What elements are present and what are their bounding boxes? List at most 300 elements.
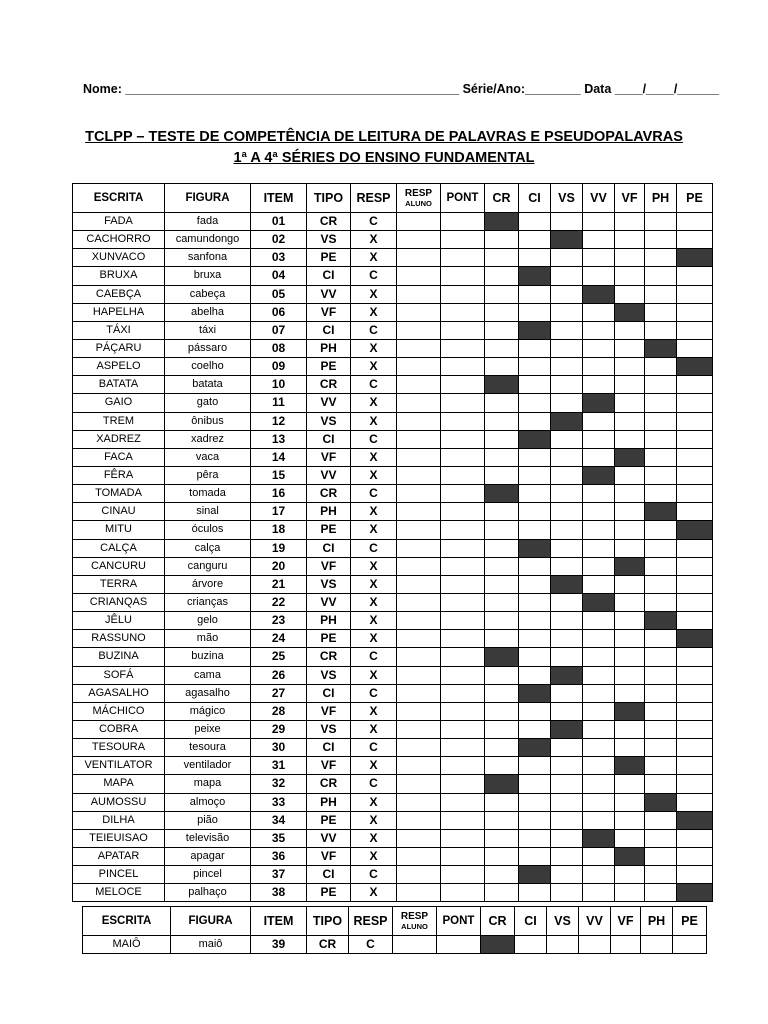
pont-cell[interactable]	[441, 811, 485, 829]
category-cell-ph	[645, 866, 677, 884]
category-cell-ph	[645, 466, 677, 484]
category-cell-vf	[615, 811, 645, 829]
category-cell-pe	[677, 249, 713, 267]
pont-cell[interactable]	[441, 612, 485, 630]
category-cell-ci	[519, 884, 551, 902]
table-row	[83, 936, 707, 954]
tipo-cell: VS	[307, 412, 351, 430]
pont-cell[interactable]	[441, 358, 485, 376]
category-cell-vv	[583, 648, 615, 666]
category-cell-cr	[485, 466, 519, 484]
item-cell: 14	[251, 448, 307, 466]
category-cell-vv	[583, 485, 615, 503]
resp-aluno-cell[interactable]	[393, 936, 437, 954]
figura-cell: batata	[165, 376, 251, 394]
category-cell-vv	[583, 793, 615, 811]
pont-cell[interactable]	[441, 684, 485, 702]
resp-cell: C	[351, 485, 397, 503]
item-cell: 05	[251, 285, 307, 303]
figura-cell: bruxa	[165, 267, 251, 285]
resp-aluno-cell[interactable]	[397, 775, 441, 793]
resp-cell: X	[351, 720, 397, 738]
category-cell-ci	[519, 285, 551, 303]
resp-aluno-cell[interactable]	[397, 593, 441, 611]
pont-cell[interactable]	[441, 412, 485, 430]
category-cell-cr	[485, 267, 519, 285]
resp-aluno-cell[interactable]	[397, 503, 441, 521]
table-row	[73, 829, 713, 847]
figura-cell: tomada	[165, 485, 251, 503]
pont-cell[interactable]	[441, 303, 485, 321]
category-cell-ci	[519, 666, 551, 684]
category-cell-pe	[677, 811, 713, 829]
serie-label: Série/Ano:	[462, 82, 526, 96]
table-row	[73, 557, 713, 575]
pont-cell[interactable]	[441, 775, 485, 793]
item-cell: 09	[251, 358, 307, 376]
pont-cell[interactable]	[441, 739, 485, 757]
category-cell-pe	[677, 630, 713, 648]
figura-cell: xadrez	[165, 430, 251, 448]
category-cell-pe	[677, 702, 713, 720]
pont-cell[interactable]	[441, 448, 485, 466]
tipo-cell: CR	[307, 376, 351, 394]
category-cell-vs	[551, 321, 583, 339]
pont-cell[interactable]	[441, 339, 485, 357]
category-cell-vv	[583, 811, 615, 829]
pont-cell[interactable]	[441, 702, 485, 720]
table-row	[73, 394, 713, 412]
category-cell-vs	[551, 521, 583, 539]
resp-aluno-cell[interactable]	[397, 630, 441, 648]
figura-cell: mão	[165, 630, 251, 648]
data-field[interactable]: ____/____/______	[614, 82, 720, 96]
category-cell-ph	[645, 339, 677, 357]
category-cell-ci	[519, 231, 551, 249]
category-cell-vf	[615, 448, 645, 466]
category-cell-ph	[645, 684, 677, 702]
col-vv: VV	[579, 907, 611, 936]
category-cell-pe	[677, 303, 713, 321]
pont-cell[interactable]	[441, 757, 485, 775]
category-cell-pe	[677, 466, 713, 484]
col-ci: CI	[519, 184, 551, 213]
resp-cell: X	[351, 557, 397, 575]
category-cell-pe	[677, 394, 713, 412]
figura-cell: táxi	[165, 321, 251, 339]
table-row	[73, 648, 713, 666]
pont-cell[interactable]	[441, 593, 485, 611]
col-vv: VV	[583, 184, 615, 213]
col-ph: PH	[641, 907, 673, 936]
category-cell-cr	[485, 648, 519, 666]
category-cell-ph	[645, 648, 677, 666]
item-cell: 38	[251, 884, 307, 902]
resp-aluno-cell[interactable]	[397, 847, 441, 865]
category-cell-ph	[645, 358, 677, 376]
category-cell-pe	[677, 793, 713, 811]
pont-cell[interactable]	[441, 575, 485, 593]
resp-aluno-cell[interactable]	[397, 321, 441, 339]
category-cell-pe	[677, 485, 713, 503]
category-cell-vv	[583, 847, 615, 865]
item-cell: 28	[251, 702, 307, 720]
pont-cell[interactable]	[441, 394, 485, 412]
escrita-cell: FADA	[73, 213, 165, 231]
pont-cell[interactable]	[441, 829, 485, 847]
category-cell-vs	[547, 936, 579, 954]
category-cell-vf	[615, 593, 645, 611]
table-row	[73, 321, 713, 339]
category-cell-cr	[485, 521, 519, 539]
category-cell-cr	[485, 485, 519, 503]
item-cell: 21	[251, 575, 307, 593]
category-cell-vf	[615, 866, 645, 884]
category-cell-pe	[677, 648, 713, 666]
category-cell-cr	[485, 793, 519, 811]
tipo-cell: CR	[307, 775, 351, 793]
category-cell-pe	[677, 213, 713, 231]
col-pe: PE	[673, 907, 707, 936]
resp-aluno-cell[interactable]	[397, 485, 441, 503]
item-cell: 11	[251, 394, 307, 412]
category-cell-cr	[485, 612, 519, 630]
resp-aluno-cell[interactable]	[397, 376, 441, 394]
resp-aluno-cell[interactable]	[397, 757, 441, 775]
resp-aluno-cell[interactable]	[397, 811, 441, 829]
escrita-cell: MAPA	[73, 775, 165, 793]
resp-aluno-cell[interactable]	[397, 575, 441, 593]
category-cell-vs	[551, 775, 583, 793]
category-cell-pe	[677, 539, 713, 557]
category-cell-ph	[645, 285, 677, 303]
category-cell-ph	[645, 666, 677, 684]
category-cell-vs	[551, 249, 583, 267]
pont-cell[interactable]	[441, 521, 485, 539]
col-vf: VF	[615, 184, 645, 213]
item-cell: 31	[251, 757, 307, 775]
category-cell-vs	[551, 358, 583, 376]
document-subtitle: 1ª A 4ª SÉRIES DO ENSINO FUNDAMENTAL	[233, 150, 535, 166]
resp-cell: C	[351, 775, 397, 793]
pont-cell[interactable]	[441, 557, 485, 575]
table-row	[73, 466, 713, 484]
category-cell-vf	[611, 936, 641, 954]
nome-field[interactable]: ________________________________________________	[125, 82, 460, 96]
resp-cell: C	[351, 684, 397, 702]
resp-aluno-cell[interactable]	[397, 884, 441, 902]
category-cell-pe	[677, 612, 713, 630]
category-cell-ph	[645, 376, 677, 394]
tipo-cell: VV	[307, 394, 351, 412]
table-row	[73, 267, 713, 285]
resp-aluno-cell[interactable]	[397, 303, 441, 321]
category-cell-vf	[615, 829, 645, 847]
category-cell-cr	[485, 303, 519, 321]
pont-cell[interactable]	[441, 466, 485, 484]
resp-cell: C	[351, 648, 397, 666]
resp-aluno-cell[interactable]	[397, 793, 441, 811]
category-cell-ph	[645, 231, 677, 249]
resp-cell: C	[351, 430, 397, 448]
resp-cell: X	[351, 666, 397, 684]
category-cell-cr	[485, 702, 519, 720]
item-cell: 24	[251, 630, 307, 648]
escrita-cell: XADREZ	[73, 430, 165, 448]
item-cell: 29	[251, 720, 307, 738]
category-cell-pe	[677, 339, 713, 357]
category-cell-vf	[615, 521, 645, 539]
category-cell-pe	[677, 267, 713, 285]
resp-cell: C	[351, 739, 397, 757]
resp-aluno-cell[interactable]	[397, 231, 441, 249]
item-cell: 07	[251, 321, 307, 339]
figura-cell: ventilador	[165, 757, 251, 775]
item-cell: 02	[251, 231, 307, 249]
category-cell-ci	[519, 866, 551, 884]
category-cell-vs	[551, 684, 583, 702]
category-cell-pe	[677, 376, 713, 394]
escrita-cell: MÁCHICO	[73, 702, 165, 720]
category-cell-cr	[485, 231, 519, 249]
resp-cell: X	[351, 503, 397, 521]
pont-cell[interactable]	[441, 503, 485, 521]
tipo-cell: CI	[307, 866, 351, 884]
category-cell-vs	[551, 702, 583, 720]
pont-cell[interactable]	[441, 793, 485, 811]
resp-aluno-cell[interactable]	[397, 720, 441, 738]
category-cell-ci	[519, 249, 551, 267]
table-row	[73, 303, 713, 321]
figura-cell: fada	[165, 213, 251, 231]
tipo-cell: VV	[307, 285, 351, 303]
resp-aluno-cell[interactable]	[397, 702, 441, 720]
category-cell-vs	[551, 612, 583, 630]
figura-cell: canguru	[165, 557, 251, 575]
pont-cell[interactable]	[441, 847, 485, 865]
category-cell-ph	[645, 829, 677, 847]
category-cell-ci	[519, 557, 551, 575]
item-cell: 32	[251, 775, 307, 793]
table-row	[73, 430, 713, 448]
resp-aluno-cell[interactable]	[397, 358, 441, 376]
category-cell-vv	[583, 775, 615, 793]
tipo-cell: PH	[307, 339, 351, 357]
category-cell-vf	[615, 267, 645, 285]
item-cell: 20	[251, 557, 307, 575]
category-cell-vf	[615, 630, 645, 648]
escrita-cell: BUZINA	[73, 648, 165, 666]
resp-cell: X	[351, 412, 397, 430]
col-cr: CR	[485, 184, 519, 213]
pont-cell[interactable]	[441, 321, 485, 339]
category-cell-pe	[677, 720, 713, 738]
data-label: Data	[584, 82, 612, 96]
category-cell-ph	[645, 394, 677, 412]
tipo-cell: PE	[307, 358, 351, 376]
resp-aluno-cell[interactable]	[397, 539, 441, 557]
category-cell-vs	[551, 231, 583, 249]
category-cell-ci	[519, 575, 551, 593]
category-cell-ci	[519, 267, 551, 285]
escrita-cell: DILHA	[73, 811, 165, 829]
escrita-cell: FACA	[73, 448, 165, 466]
category-cell-vv	[583, 884, 615, 902]
pont-cell[interactable]	[441, 866, 485, 884]
pont-cell[interactable]	[441, 666, 485, 684]
category-cell-cr	[485, 539, 519, 557]
category-cell-ci	[519, 448, 551, 466]
category-cell-pe	[677, 285, 713, 303]
tipo-cell: CI	[307, 321, 351, 339]
resp-aluno-cell[interactable]	[397, 648, 441, 666]
category-cell-ci	[519, 648, 551, 666]
category-cell-vv	[583, 358, 615, 376]
tipo-cell: VV	[307, 593, 351, 611]
resp-aluno-cell[interactable]	[397, 285, 441, 303]
pont-cell[interactable]	[441, 231, 485, 249]
pont-cell[interactable]	[441, 884, 485, 902]
escrita-cell: HAPELHA	[73, 303, 165, 321]
category-cell-ci	[519, 847, 551, 865]
category-cell-vs	[551, 539, 583, 557]
escrita-cell: AUMOSSU	[73, 793, 165, 811]
category-cell-vv	[583, 684, 615, 702]
resp-aluno-cell[interactable]	[397, 213, 441, 231]
category-cell-vf	[615, 539, 645, 557]
resp-aluno-cell[interactable]	[397, 430, 441, 448]
category-cell-pe	[677, 775, 713, 793]
resp-aluno-cell[interactable]	[397, 739, 441, 757]
resp-aluno-cell[interactable]	[397, 612, 441, 630]
tipo-cell: PH	[307, 793, 351, 811]
resp-aluno-cell[interactable]	[397, 249, 441, 267]
resp-aluno-cell[interactable]	[397, 448, 441, 466]
escrita-cell: TÁXI	[73, 321, 165, 339]
col-item: ITEM	[251, 907, 307, 936]
pont-cell[interactable]	[441, 376, 485, 394]
tipo-cell: CI	[307, 739, 351, 757]
category-cell-vf	[615, 503, 645, 521]
figura-cell: cabeça	[165, 285, 251, 303]
pont-cell[interactable]	[441, 285, 485, 303]
figura-cell: sinal	[165, 503, 251, 521]
category-cell-ph	[645, 884, 677, 902]
col-resp-aluno: RESP ALUNO	[397, 184, 441, 213]
pont-cell[interactable]	[441, 630, 485, 648]
resp-aluno-cell[interactable]	[397, 339, 441, 357]
category-cell-cr	[485, 430, 519, 448]
figura-cell: mágico	[165, 702, 251, 720]
resp-aluno-cell[interactable]	[397, 412, 441, 430]
pont-cell[interactable]	[441, 267, 485, 285]
category-cell-vs	[551, 847, 583, 865]
category-cell-ph	[645, 485, 677, 503]
table-row	[73, 866, 713, 884]
category-cell-ci	[519, 321, 551, 339]
resp-cell: X	[351, 702, 397, 720]
resp-cell: X	[351, 394, 397, 412]
category-cell-vs	[551, 739, 583, 757]
resp-aluno-cell[interactable]	[397, 557, 441, 575]
resp-aluno-cell[interactable]	[397, 521, 441, 539]
category-cell-ci	[519, 503, 551, 521]
category-cell-vs	[551, 412, 583, 430]
category-cell-pe	[677, 448, 713, 466]
pont-cell[interactable]	[441, 539, 485, 557]
resp-aluno-cell[interactable]	[397, 684, 441, 702]
col-pont: PONT	[437, 907, 481, 936]
category-cell-vv	[583, 339, 615, 357]
category-cell-ph	[645, 593, 677, 611]
category-cell-cr	[485, 249, 519, 267]
resp-aluno-cell[interactable]	[397, 267, 441, 285]
pont-cell[interactable]	[441, 249, 485, 267]
category-cell-vs	[551, 213, 583, 231]
category-cell-cr	[485, 394, 519, 412]
tipo-cell: VF	[307, 303, 351, 321]
category-cell-vf	[615, 394, 645, 412]
category-cell-vf	[615, 358, 645, 376]
document-title: TCLPP – TESTE DE COMPETÊNCIA DE LEITURA DE PALAVRAS E PSEUDOPALAVRAS	[85, 129, 683, 145]
resp-aluno-cell[interactable]	[397, 666, 441, 684]
category-cell-vv	[583, 539, 615, 557]
escrita-cell: CACHORRO	[73, 231, 165, 249]
pont-cell[interactable]	[441, 720, 485, 738]
category-cell-cr	[485, 321, 519, 339]
item-cell: 26	[251, 666, 307, 684]
category-cell-cr	[485, 811, 519, 829]
category-cell-vf	[615, 666, 645, 684]
category-cell-ci	[519, 811, 551, 829]
category-cell-vs	[551, 884, 583, 902]
escrita-cell: BATATA	[73, 376, 165, 394]
pont-cell[interactable]	[441, 485, 485, 503]
category-cell-cr	[485, 376, 519, 394]
category-cell-ci	[515, 936, 547, 954]
pont-cell[interactable]	[441, 213, 485, 231]
category-cell-ph	[645, 430, 677, 448]
category-cell-cr	[485, 775, 519, 793]
category-cell-cr	[485, 339, 519, 357]
pont-cell[interactable]	[437, 936, 481, 954]
col-ph: PH	[645, 184, 677, 213]
pont-cell[interactable]	[441, 648, 485, 666]
item-cell: 04	[251, 267, 307, 285]
figura-cell: camundongo	[165, 231, 251, 249]
escrita-cell: BRUXA	[73, 267, 165, 285]
category-cell-vf	[615, 793, 645, 811]
figura-cell: coelho	[165, 358, 251, 376]
pont-cell[interactable]	[441, 430, 485, 448]
figura-cell: óculos	[165, 521, 251, 539]
escrita-cell: CAEBÇA	[73, 285, 165, 303]
category-cell-ph	[645, 448, 677, 466]
resp-aluno-cell[interactable]	[397, 394, 441, 412]
tipo-cell: CR	[307, 936, 349, 954]
category-cell-vs	[551, 666, 583, 684]
category-cell-ph	[641, 936, 673, 954]
resp-aluno-cell[interactable]	[397, 466, 441, 484]
escrita-cell: JÊLU	[73, 612, 165, 630]
category-cell-ph	[645, 249, 677, 267]
resp-aluno-cell[interactable]	[397, 866, 441, 884]
resp-aluno-cell[interactable]	[397, 829, 441, 847]
serie-field[interactable]: ________	[525, 82, 581, 96]
figura-cell: pincel	[165, 866, 251, 884]
col-vs: VS	[551, 184, 583, 213]
table-row	[73, 575, 713, 593]
